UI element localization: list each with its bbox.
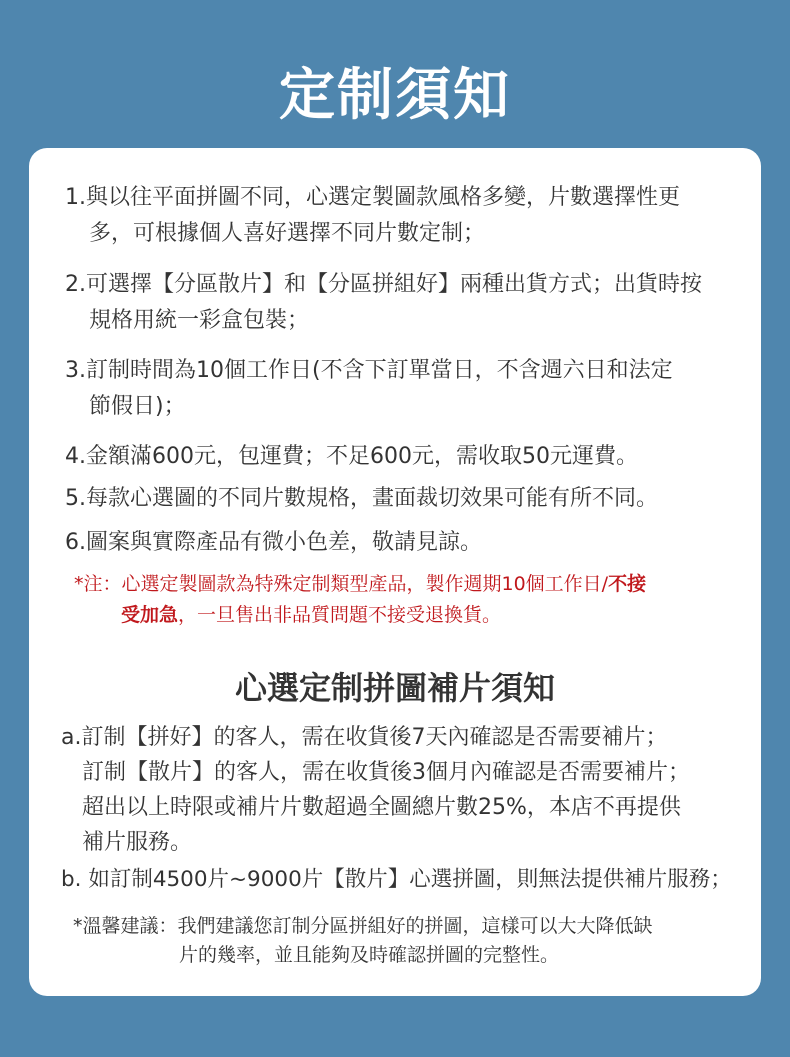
special-note-text: *注：心選定製圖款為特殊定制類型產品，製作週期10個工作日/ [74,573,609,595]
notice-item-3-line-1: 3.訂制時間為10個工作日(不含下訂單當日，不含週六日和法定 [65,358,673,383]
notice-item-6: 6.圖案與實際產品有微小色差，敬請見諒。 [65,530,482,555]
page-title: 定制須知 [279,63,511,128]
notice-item-2-line-2: 規格用統一彩盒包裝； [89,308,310,333]
notice-item-4: 4.金額滿600元，包運費；不足600元，需收取50元運費。 [65,444,638,469]
notice-item-3-line-2: 節假日)； [89,394,186,419]
special-note-line-1 [74,568,646,600]
supplement-a-line-3: 超出以上時限或補片片數超過全圖總片數25%，本店不再提供 [82,795,681,820]
special-note-line-2 [121,599,501,631]
notice-card [29,148,761,996]
special-note-emphasis: 不接 [608,573,647,595]
special-note-emphasis: 受加急 [121,604,179,626]
notice-item-1-line-1: 1.與以往平面拼圖不同，心選定製圖款風格多變，片數選擇性更 [65,185,680,210]
tip-line-1: *溫馨建議：我們建議您訂制分區拼組好的拼圖，這樣可以大大降低缺 [73,915,653,937]
special-note-text: ，一旦售出非品質問題不接受退換貨。 [178,604,502,626]
supplement-a-line-1: a.訂制【拼好】的客人，需在收貨後7天內確認是否需要補片； [61,725,668,750]
supplement-heading: 心選定制拼圖補片須知 [234,669,555,707]
notice-item-2-line-1: 2.可選擇【分區散片】和【分區拼組好】兩種出貨方式；出貨時按 [65,272,702,297]
supplement-a-line-4: 補片服務。 [82,830,193,855]
supplement-b-line-1: b. 如訂制4500片~9000片【散片】心選拼圖，則無法提供補片服務； [61,867,732,892]
notice-item-1-line-2: 多，可根據個人喜好選擇不同片數定制； [89,221,486,246]
tip-line-2: 片的幾率，並且能夠及時確認拼圖的完整性。 [179,944,560,966]
notice-item-5: 5.每款心選圖的不同片數規格，畫面裁切效果可能有所不同。 [65,486,658,511]
supplement-a-line-2: 訂制【散片】的客人，需在收貨後3個月內確認是否需要補片； [82,760,690,785]
